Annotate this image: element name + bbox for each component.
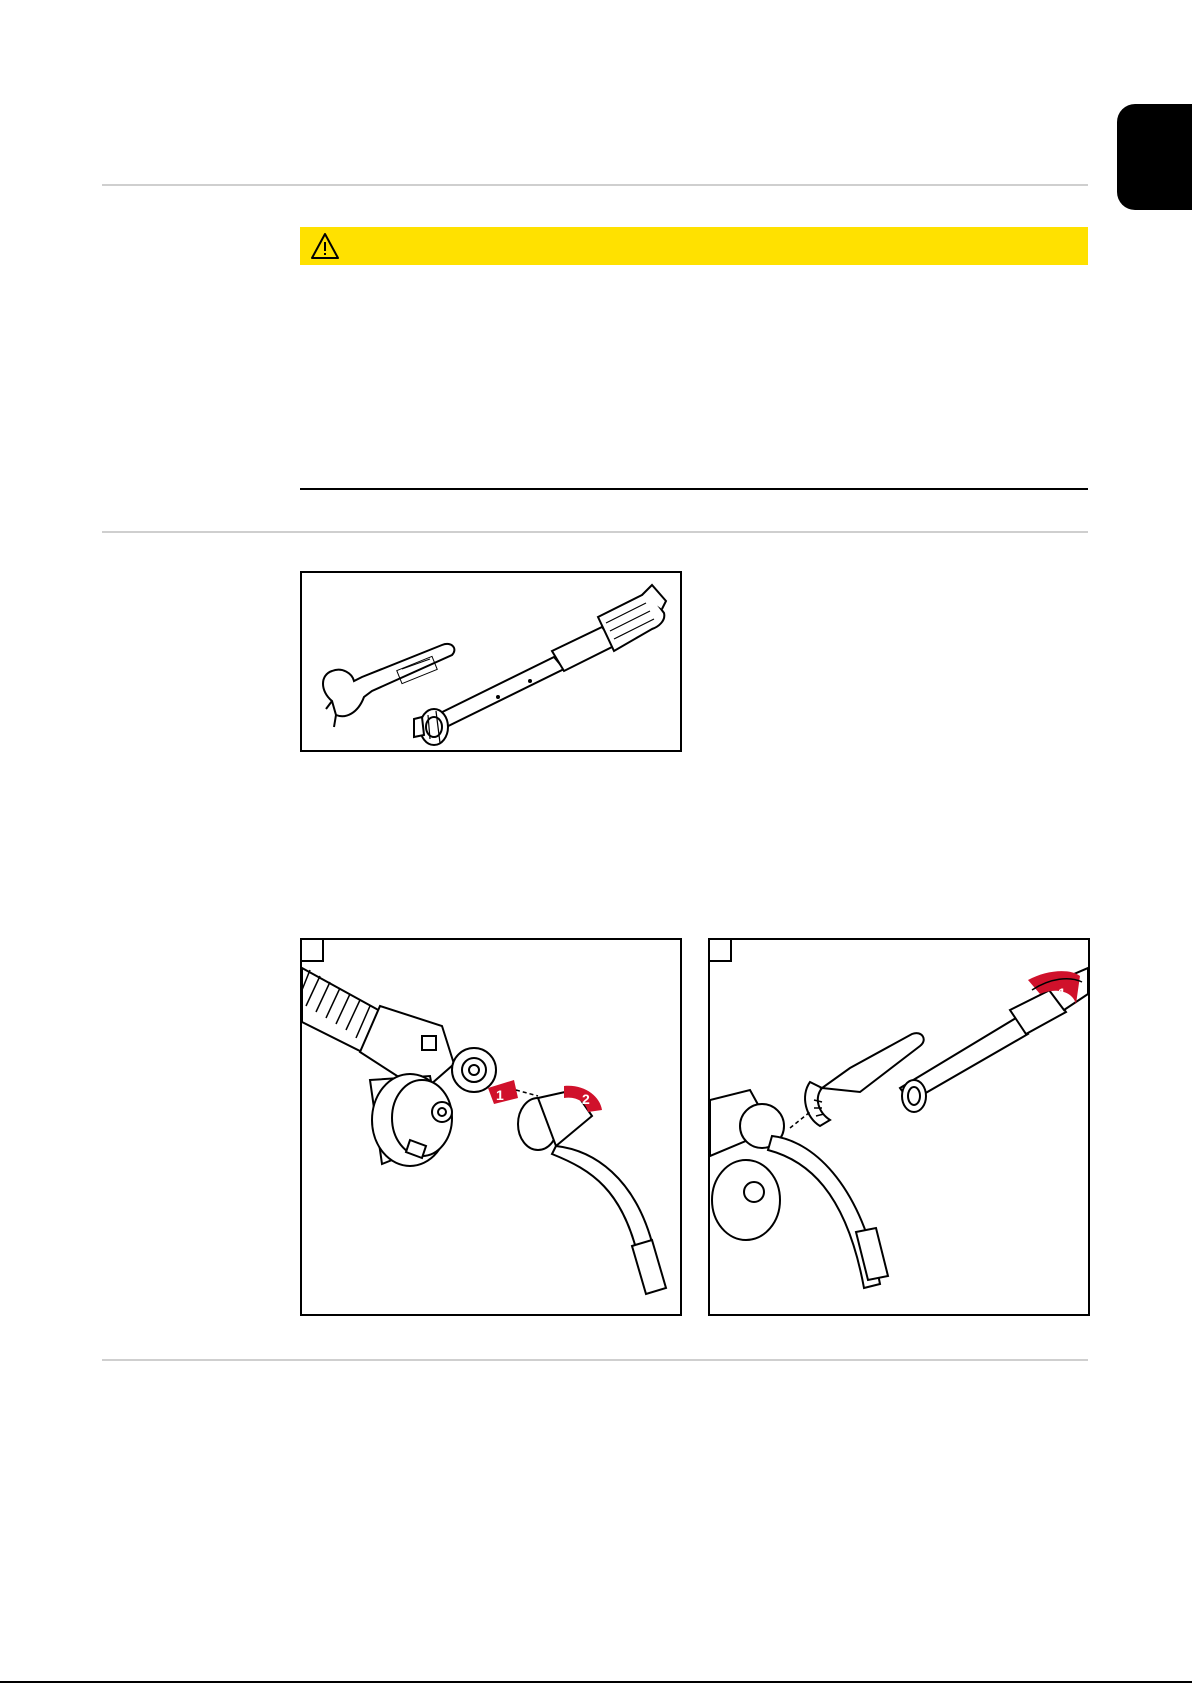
warning-end-rule [300, 488, 1088, 490]
torque-wrench-tightening-illustration [710, 940, 1088, 1314]
step-number-box [710, 940, 732, 962]
figure-step-2 [708, 938, 1090, 1316]
chapter-tab [1117, 104, 1192, 210]
svg-text:1: 1 [496, 1087, 504, 1103]
svg-text:1: 1 [1058, 985, 1066, 1001]
section-divider-middle [102, 531, 1088, 533]
figure-tools [300, 571, 682, 752]
warning-triangle-icon [310, 232, 340, 260]
hook-wrench-and-torque-wrench-illustration [302, 573, 680, 750]
svg-text:2: 2 [582, 1091, 590, 1107]
footer-rule [0, 1681, 1192, 1683]
section-divider-top [102, 184, 1088, 186]
figure-step-1 [300, 938, 682, 1316]
warning-banner [300, 227, 1088, 265]
torch-neck-mounting-illustration [302, 940, 680, 1314]
section-divider-bottom [102, 1359, 1088, 1361]
step-number-box [302, 940, 324, 962]
